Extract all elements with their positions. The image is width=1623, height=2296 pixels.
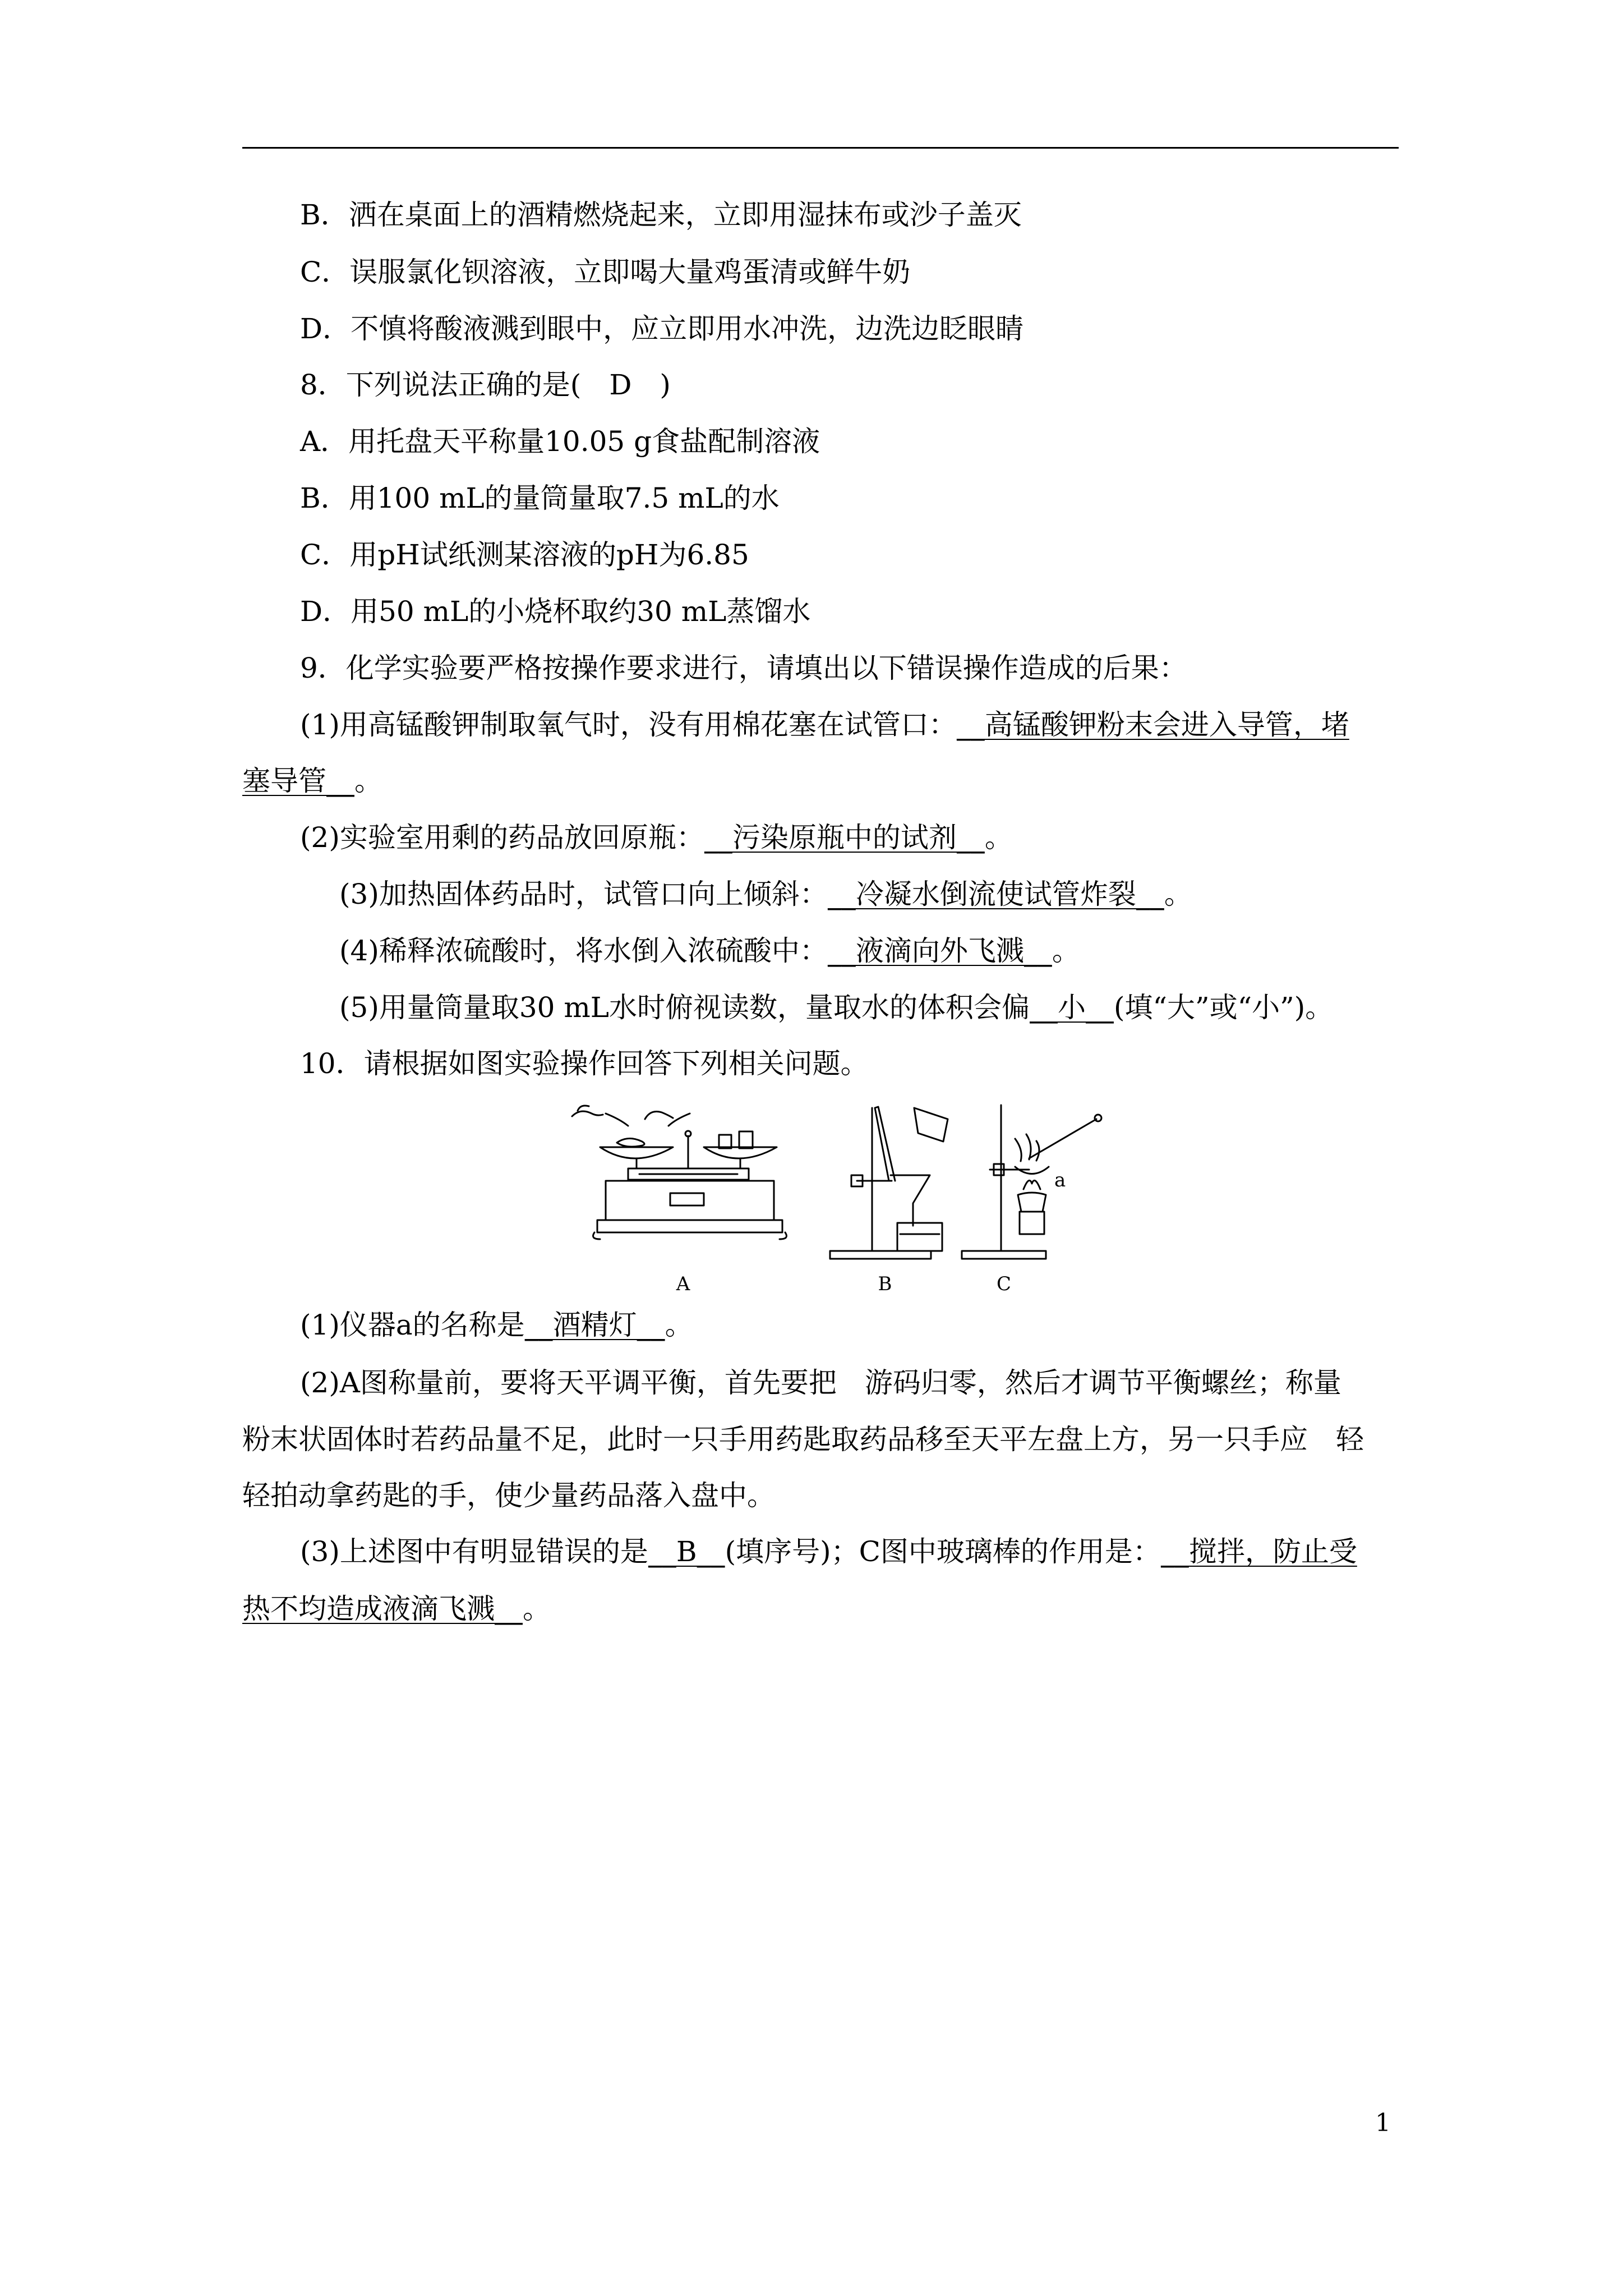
q9-part-2 <box>300 818 1013 857</box>
q9-1-period: 。 <box>354 765 382 797</box>
q10-stem: 10．请根据如图实验操作回答下列相关问题。 <box>300 1047 869 1080</box>
q9-stem: 9．化学实验要严格按操作要求进行，请填出以下错误操作造成的后果： <box>300 652 1187 684</box>
figure-label-c: C <box>996 1273 1012 1295</box>
evaporation-illustration <box>962 1105 1101 1259</box>
q10-3-period: 。 <box>523 1593 551 1625</box>
q10-part-2-line-3: 轻拍动拿药匙的手，使少量药品落入盘中。 <box>242 1479 775 1512</box>
q7-option-b: B．洒在桌面上的酒精燃烧起来，立即用湿抹布或沙子盖灭 <box>300 199 1022 231</box>
q10-part-2-line-1: (2)A图称量前，要将天平调平衡，首先要把 游码归零，然后才调节平衡螺丝；称量 <box>300 1366 1341 1399</box>
q7-option-d: D．不慎将酸液溅到眼中，应立即用水冲洗，边洗边眨眼睛 <box>300 312 1024 345</box>
figure-label-b: B <box>878 1273 892 1295</box>
q10-3-mid: (填序号)；C图中玻璃棒的作用是： <box>725 1535 1161 1568</box>
q9-part-5 <box>339 988 1333 1027</box>
q10-1-period: 。 <box>665 1309 693 1341</box>
q9-4-answer: __液滴向外飞溅__ <box>827 935 1052 967</box>
q7-option-c: C．误服氯化钡溶液，立即喝大量鸡蛋清或鲜牛奶 <box>300 256 911 288</box>
q9-2-period: 。 <box>984 821 1013 854</box>
q10-part-3-cont <box>242 1589 551 1628</box>
q9-1-question: (1)用高锰酸钾制取氧气时，没有用棉花塞在试管口： <box>300 708 957 741</box>
q9-2-answer: __污染原瓶中的试剂__ <box>704 821 985 854</box>
header-rule <box>242 147 1399 149</box>
q10-3-answer-2-cont: 热不均造成液滴飞溅__ <box>242 1593 523 1625</box>
q9-part-4 <box>339 931 1080 970</box>
q8-stem: 8．下列说法正确的是( D ) <box>300 369 671 401</box>
q10-3-answer-2: __搅拌，防止受 <box>1160 1535 1357 1568</box>
q10-part-1 <box>300 1305 693 1345</box>
q9-5-answer: __小__ <box>1029 991 1114 1024</box>
q9-4-question: (4)稀释浓硫酸时，将水倒入浓硫酸中： <box>339 935 828 967</box>
q9-part-1 <box>300 705 1349 744</box>
q9-4-period: 。 <box>1052 935 1080 967</box>
q9-3-answer: __冷凝水倒流使试管炸裂__ <box>827 878 1164 910</box>
q8-option-c: C．用pH试纸测某溶液的pH为6.85 <box>300 539 749 571</box>
q9-1-answer: __高锰酸钾粉末会进入导管，堵 <box>956 708 1349 741</box>
apparatus-figure <box>561 1097 1133 1299</box>
q10-part-2-line-2: 粉末状固体时若药品量不足，此时一只手用药匙取药品移至天平左盘上方，另一只手应 轻 <box>242 1423 1364 1456</box>
q10-3-question: (3)上述图中有明显错误的是 <box>300 1535 648 1568</box>
figure-label-a: A <box>676 1273 690 1295</box>
q9-5-hint: (填“大”或“小”)。 <box>1113 991 1334 1024</box>
q8-option-a: A．用托盘天平称量10.05 g食盐配制溶液 <box>300 425 820 458</box>
q9-part-1-cont <box>242 761 382 800</box>
balance-illustration <box>572 1106 786 1239</box>
q10-3-answer-1: __B__ <box>648 1535 725 1568</box>
q9-1-answer-cont: 塞导管__ <box>242 765 354 797</box>
q10-1-answer: __酒精灯__ <box>524 1309 665 1341</box>
q9-3-period: 。 <box>1164 878 1192 910</box>
q10-1-question: (1)仪器a的名称是 <box>300 1309 525 1341</box>
q8-option-b: B．用100 mL的量筒量取7.5 mL的水 <box>300 482 780 514</box>
q10-part-3 <box>300 1532 1357 1571</box>
q9-3-question: (3)加热固体药品时，试管口向上倾斜： <box>339 878 828 910</box>
q8-option-d: D．用50 mL的小烧杯取约30 mL蒸馏水 <box>300 595 811 628</box>
filtration-illustration <box>830 1107 948 1259</box>
q9-5-question: (5)用量筒量取30 mL水时俯视读数，量取水的体积会偏 <box>339 991 1030 1024</box>
q9-part-3 <box>339 875 1192 914</box>
q9-2-question: (2)实验室用剩的药品放回原瓶： <box>300 821 704 854</box>
page-number: 1 <box>1375 2109 1391 2137</box>
lamp-label: a <box>1054 1169 1066 1191</box>
